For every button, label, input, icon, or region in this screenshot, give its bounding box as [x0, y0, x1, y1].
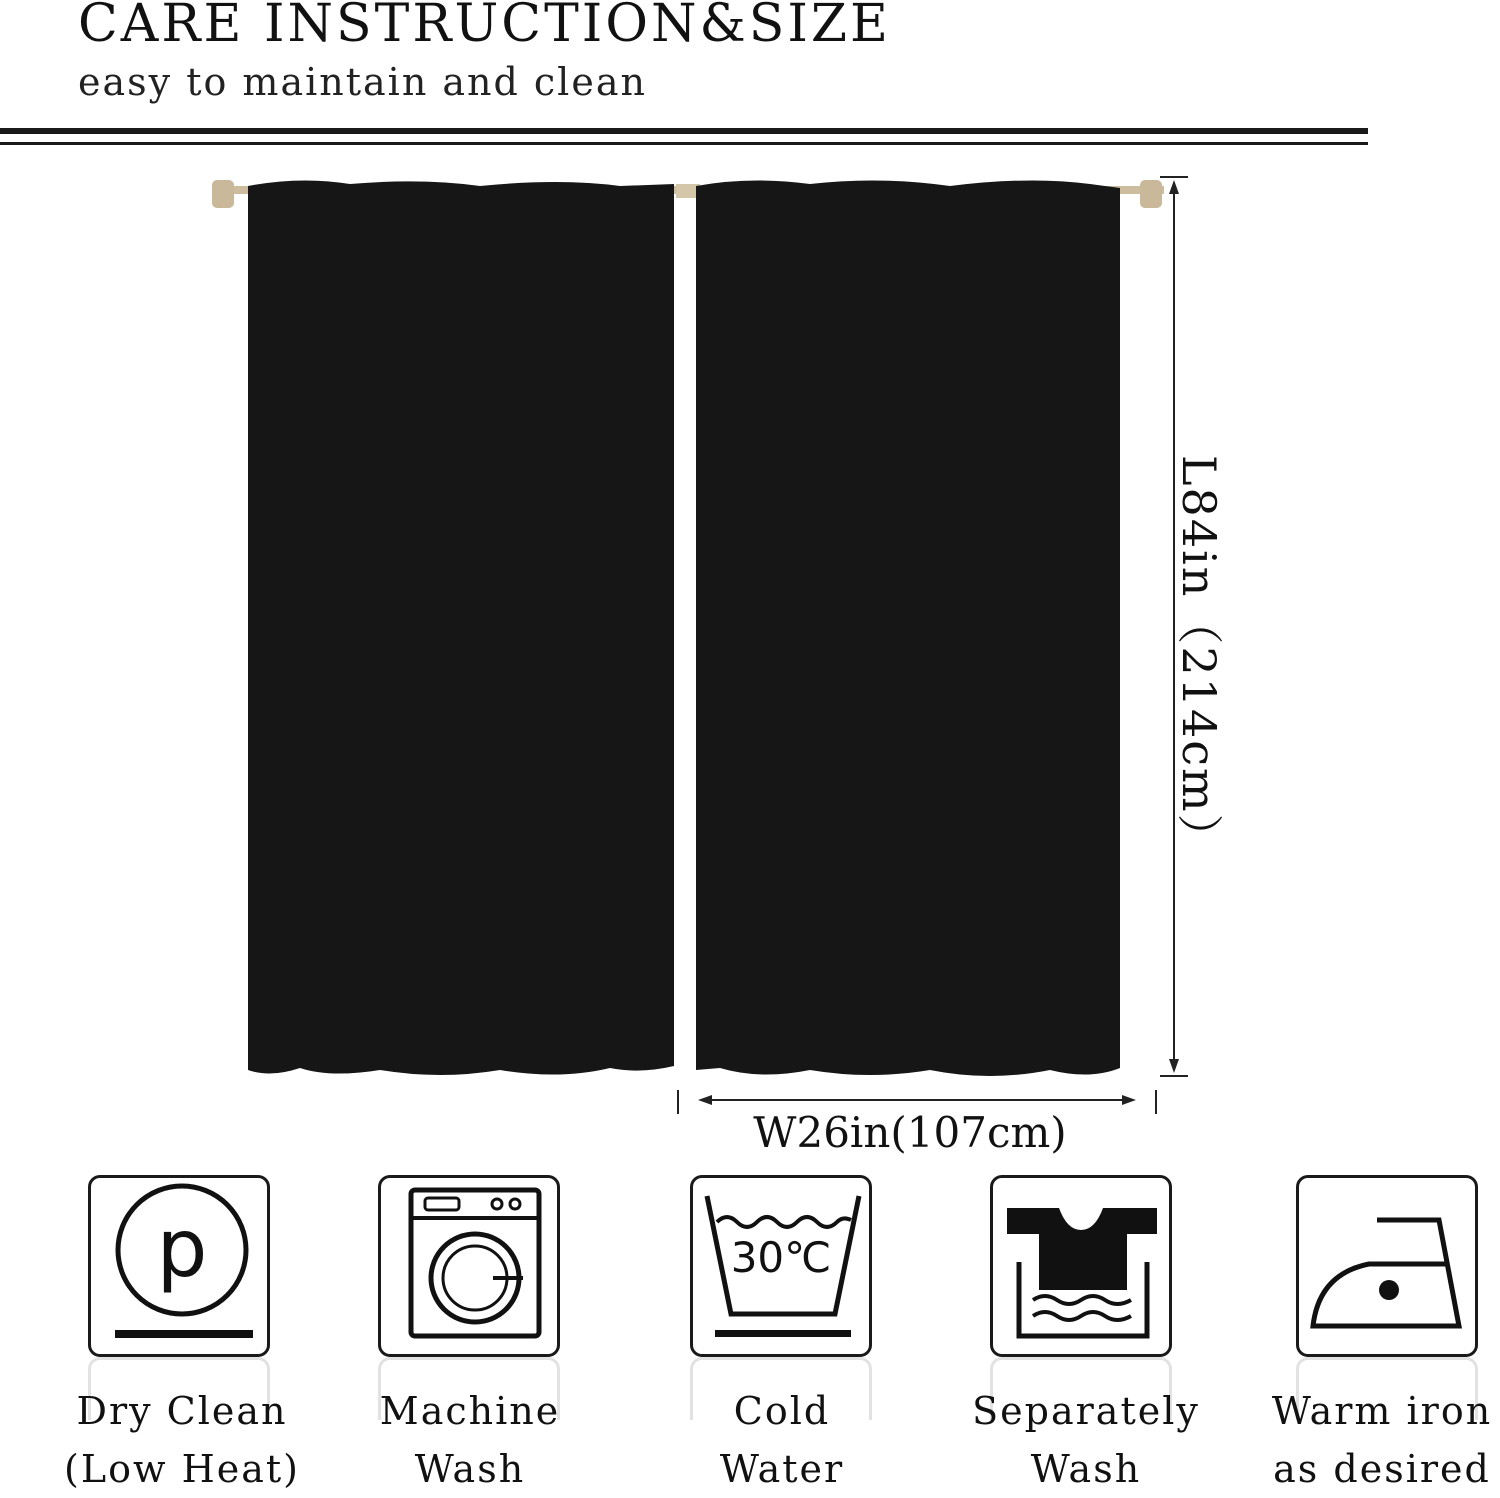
care-item-warm-iron	[1296, 1175, 1478, 1357]
care-item-dry-clean	[88, 1175, 270, 1357]
care-item-separately-wash	[990, 1175, 1172, 1357]
page-subtitle: easy to maintain and clean	[78, 60, 647, 104]
wash-temperature: 30℃	[730, 1233, 832, 1282]
care-label-line1: Warm iron	[1271, 1389, 1493, 1433]
care-label-line2: Water	[719, 1447, 845, 1491]
care-item-machine-wash	[378, 1175, 560, 1357]
care-label-line1: Dry Clean	[76, 1389, 288, 1433]
care-label-machine-wash	[350, 1382, 590, 1498]
care-label-cold-water	[662, 1382, 902, 1498]
care-label-line2: (Low Heat)	[64, 1447, 300, 1491]
separate-wash-icon	[993, 1178, 1169, 1354]
svg-text:p: p	[156, 1202, 208, 1295]
care-label-warm-iron	[1262, 1382, 1500, 1498]
length-label	[1172, 455, 1243, 862]
width-label: W26in(107cm)	[753, 1108, 1067, 1157]
curtain-panel-left	[248, 180, 674, 1075]
page-title: CARE INSTRUCTION&SIZE	[78, 0, 891, 54]
length-text: L84in（214cm）	[1172, 455, 1226, 862]
dry-clean-icon	[91, 1178, 267, 1354]
care-item-cold-water	[690, 1175, 872, 1357]
care-label-line2: Wash	[1030, 1447, 1142, 1491]
care-label-separately-wash	[966, 1382, 1206, 1498]
washing-machine-icon	[381, 1178, 557, 1354]
iron-icon	[1299, 1178, 1475, 1354]
care-label-dry-clean	[62, 1382, 302, 1498]
care-label-line1: Machine	[379, 1389, 561, 1433]
curtain-panel-right	[696, 180, 1120, 1076]
care-label-line1: Cold	[733, 1389, 831, 1433]
care-label-line2: as desired	[1273, 1447, 1491, 1491]
care-label-line2: Wash	[414, 1447, 526, 1491]
care-label-line1: Separately	[972, 1389, 1200, 1433]
